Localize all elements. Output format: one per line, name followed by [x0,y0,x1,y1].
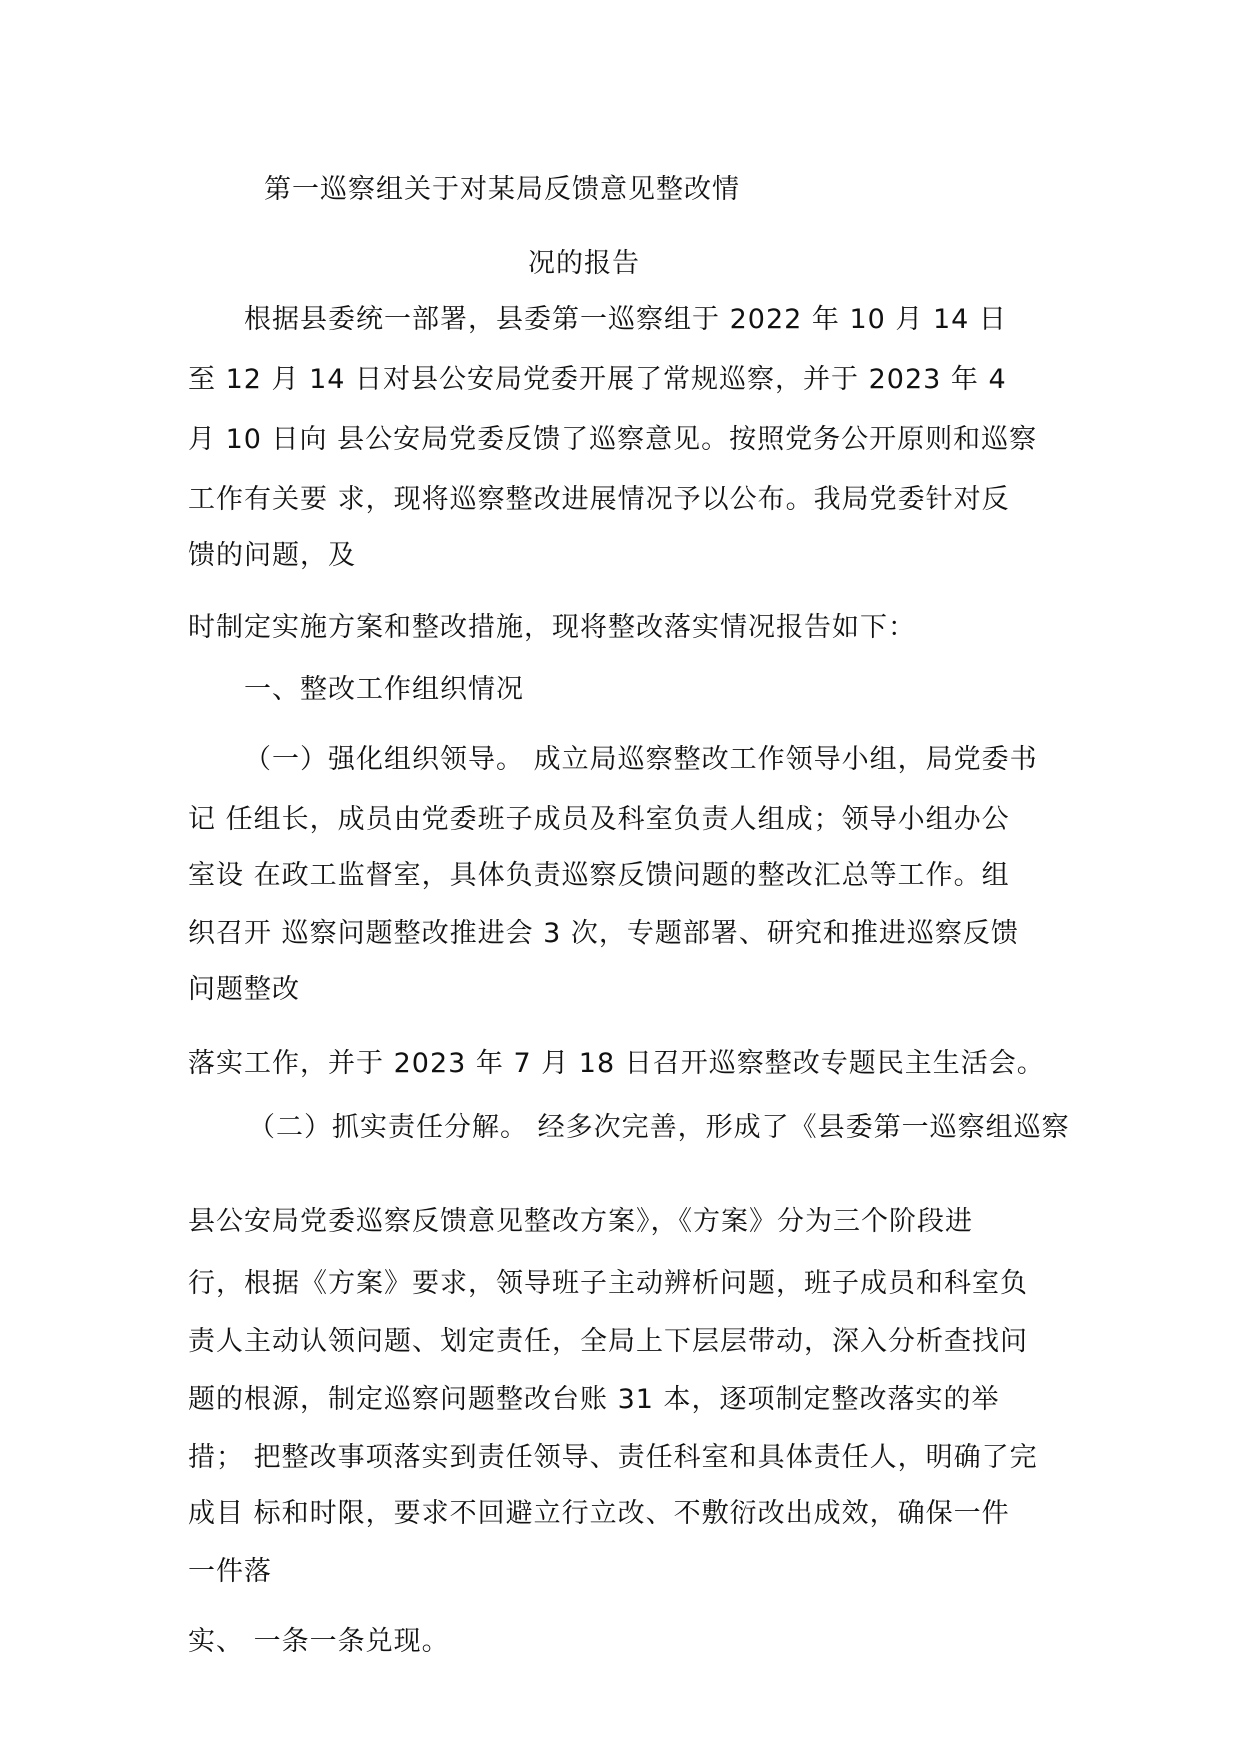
paragraph-line: 县公安局党委巡察反馈意见整改方案》，《方案》分为三个阶段进 [188,1206,973,1237]
paragraph-line: 成目 标和时限，要求不回避立行立改、不敷衍改出成效，确保一件 [188,1498,1010,1529]
paragraph-line: 根据县委统一部署，县委第一巡察组于 2022 年 10 月 14 日 [244,304,1007,335]
paragraph-line: 月 10 日向 县公安局党委反馈了巡察意见。按照党务公开原则和巡察 [188,424,1038,455]
paragraph-line: 工作有关要 求，现将巡察整改进展情况予以公布。我局党委针对反 [188,484,1010,515]
paragraph-line: 题的根源，制定巡察问题整改台账 31 本，逐项制定整改落实的举 [188,1384,1000,1415]
paragraph-line: 室设 在政工监督室，具体负责巡察反馈问题的整改汇总等工作。组 [188,860,1010,891]
paragraph-line: 行，根据《方案》要求，领导班子主动辨析问题，班子成员和科室负 [188,1268,1028,1299]
document-title-line-2: 况的报告 [528,248,640,279]
paragraph-line: 织召开 巡察问题整改推进会 3 次，专题部署、研究和推进巡察反馈 [188,918,1019,949]
paragraph-line: 责人主动认领问题、划定责任，全局上下层层带动，深入分析查找问 [188,1326,1028,1357]
paragraph-line: 问题整改 [188,974,300,1005]
paragraph-line: 一件落 [188,1556,272,1587]
paragraph-line: 时制定实施方案和整改措施，现将整改落实情况报告如下： [188,612,916,643]
subsection-heading-line: （一）强化组织领导。 成立局巡察整改工作领导小组，局党委书 [244,744,1038,775]
subsection-heading-line: （二）抓实责任分解。 经多次完善，形成了《县委第一巡察组巡察 [248,1112,1070,1143]
paragraph-line: 实、 一条一条兑现。 [188,1626,450,1657]
paragraph-line: 馈的问题，及 [188,540,356,571]
paragraph-line: 落实工作，并于 2023 年 7 月 18 日召开巡察整改专题民主生活会。 [188,1048,1045,1079]
paragraph-line: 记 任组长，成员由党委班子成员及科室负责人组成；领导小组办公 [188,804,1010,835]
document-title-line-1: 第一巡察组关于对某局反馈意见整改情 [264,174,740,205]
paragraph-line: 至 12 月 14 日对县公安局党委开展了常规巡察，并于 2023 年 4 [188,364,1007,395]
section-heading: 一、整改工作组织情况 [244,674,524,705]
paragraph-line: 措； 把整改事项落实到责任领导、责任科室和具体责任人，明确了完 [188,1442,1038,1473]
